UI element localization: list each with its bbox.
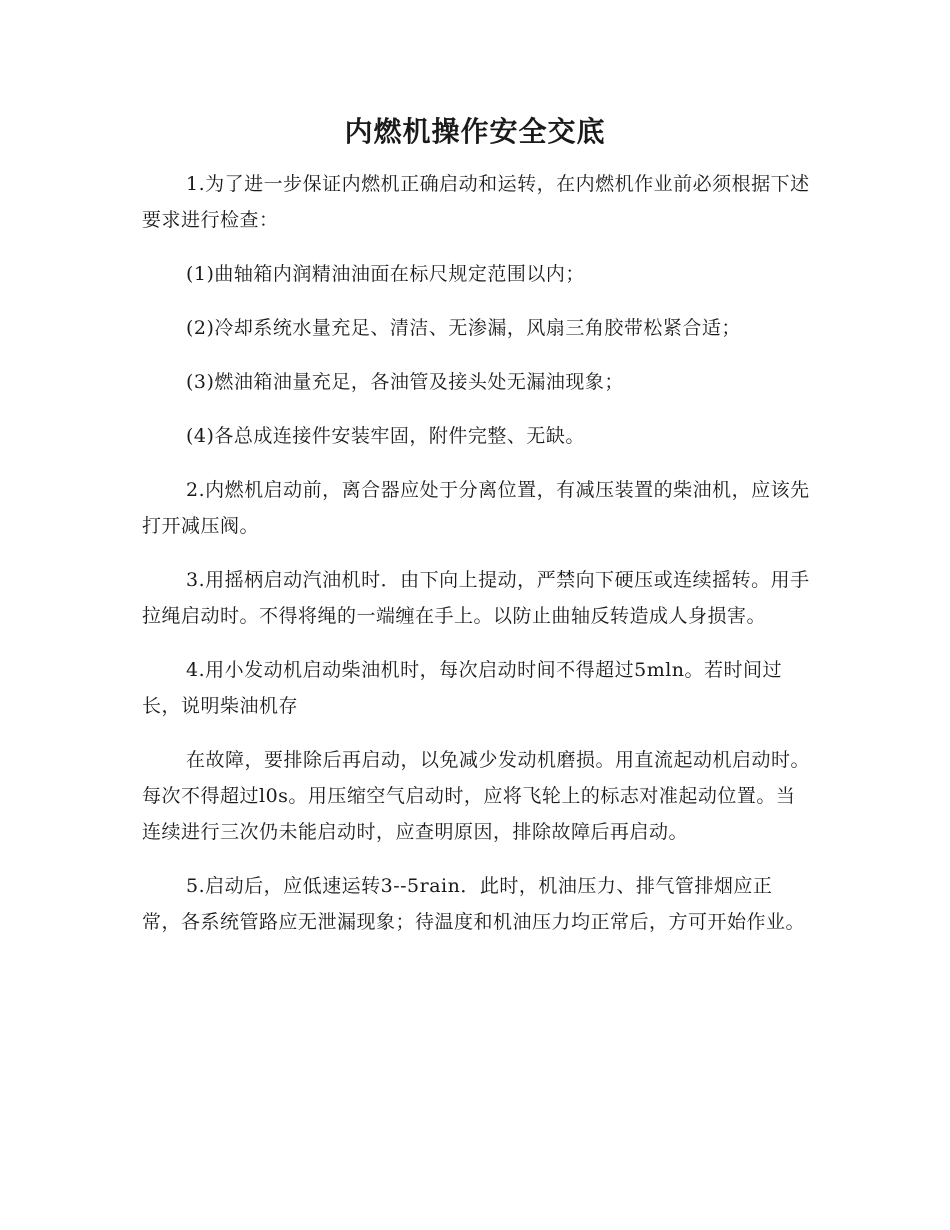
paragraph-4-continued: 在故障，要排除后再启动，以免减少发动机磨损。用直流起动机启动时。每次不得超过l0s。用压缩空气启动时，应将飞轮上的标志对准起动位置。当连续进行三次仍未能启动时，应查明原因，排除故障后再启动。: [142, 749, 811, 843]
paragraph-2: 2.内燃机启动前，离合器应处于分离位置，有减压装置的柴油机，应该先打开减压阀。: [142, 479, 810, 537]
checklist-item-2: (2)冷却系统水量充足、清洁、无渗漏，风扇三角胶带松紧合适；: [186, 317, 741, 339]
checklist-item-4: (4)各总成连接件安装牢固，附件完整、无缺。: [186, 425, 585, 447]
paragraph-1: 1.为了进一步保证内燃机正确启动和运转，在内燃机作业前必须根据下述要求进行检查：: [142, 173, 810, 231]
checklist-item-1: (1)曲轴箱内润精油油面在标尺规定范围以内；: [186, 263, 585, 285]
document-title: 内燃机操作安全交底: [344, 115, 606, 148]
paragraph-3: 3.用摇柄启动汽油机时．由下向上提动，严禁向下硬压或连续摇转。用手拉绳启动时。不得将绳的一端缠在手上。以防止曲轴反转造成人身损害。: [142, 569, 810, 627]
paragraph-4: 4.用小发动机启动柴油机时，每次启动时间不得超过5mln。若时间过长，说明柴油机存: [142, 659, 783, 717]
checklist-item-3: (3)燃油箱油量充足，各油管及接头处无漏油现象；: [186, 371, 624, 393]
document-body: [142, 166, 810, 958]
paragraph-5: 5.启动后，应低速运转3--5rain．此时，机油压力、排气管排烟应正常，各系统管路应无泄漏现象；待温度和机油压力均正常后，方可开始作业。: [142, 875, 806, 933]
